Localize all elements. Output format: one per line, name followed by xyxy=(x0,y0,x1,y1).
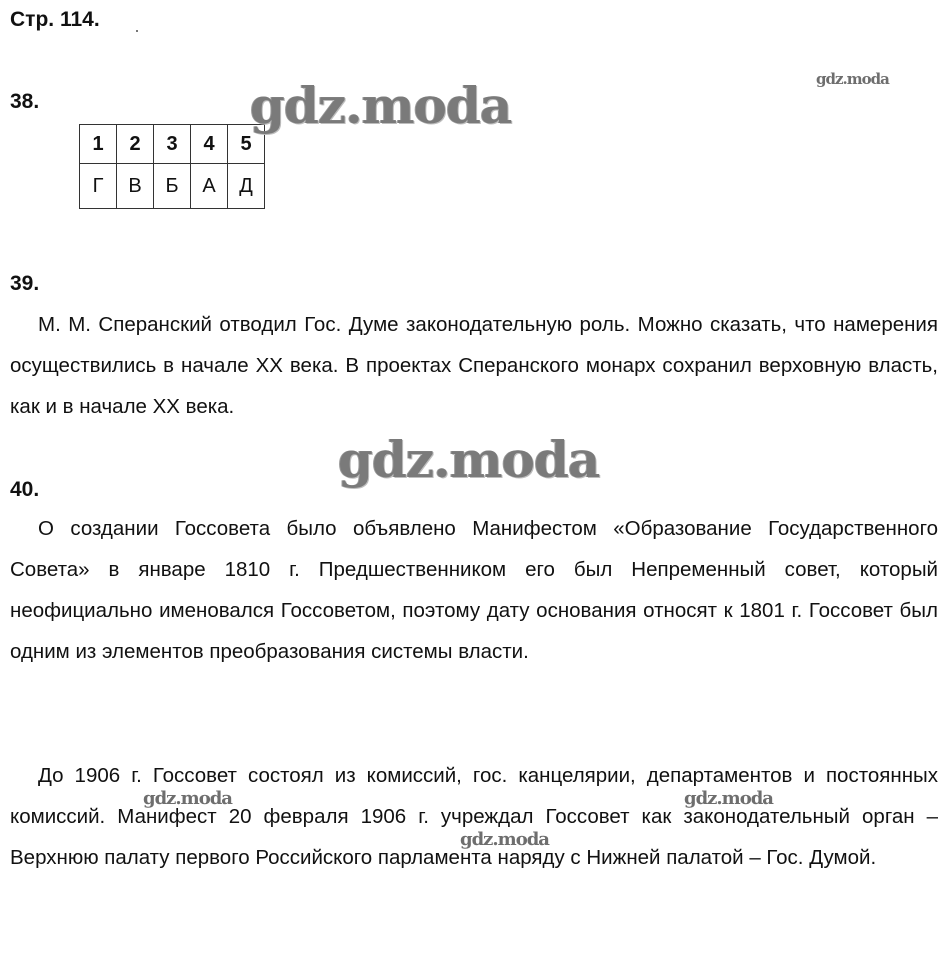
answer-table-value-row xyxy=(80,164,265,209)
answer-table xyxy=(79,124,265,209)
watermark-logo: gdz.moda xyxy=(460,829,549,850)
answer-table-header-cell: 4 xyxy=(191,125,228,164)
answer-table-header-cell: 3 xyxy=(154,125,191,164)
stray-dot xyxy=(136,30,138,32)
answer-table-value-cell: Д xyxy=(228,164,265,209)
watermark-logo: gdz.moda xyxy=(143,788,232,809)
answer-table-value-cell: Б xyxy=(154,164,191,209)
task-39-number: 39. xyxy=(10,272,40,295)
answer-table-value-cell: Г xyxy=(80,164,117,209)
task-39-text: М. М. Сперанский отводил Гос. Думе законодательную роль. Можно сказать, что намерения осуществились в начале XX века. В проектах Сперанского монарх сохранил верховную власть, как и в начале XX века. xyxy=(10,313,938,418)
answer-table-header-cell: 2 xyxy=(117,125,154,164)
page-title: Стр. 114. xyxy=(10,8,100,31)
watermark-logo: gdz.moda xyxy=(250,76,512,135)
watermark-logo: gdz.moda xyxy=(338,430,600,489)
answer-table-header-cell: 1 xyxy=(80,125,117,164)
answer-table-value-cell: В xyxy=(117,164,154,209)
answer-table-header-cell: 5 xyxy=(228,125,265,164)
task-38-number: 38. xyxy=(10,90,40,113)
watermark-logo: gdz.moda xyxy=(816,70,889,88)
answer-table-header-row xyxy=(80,125,265,164)
watermark-logo: gdz.moda xyxy=(684,788,773,809)
task-40-paragraph-2: До 1906 г. Госсовет состоял из комиссий, гос. канцелярии, департаментов и постоянных комиссий. Манифест 20 февраля 1906 г. учреждал Госсовет как законодательный орган – Верхнюю палату первого Российского парламента наряду с Нижней палатой – Гос. Думой. xyxy=(10,764,938,869)
answer-table-value-cell: А xyxy=(191,164,228,209)
task-40-number: 40. xyxy=(10,478,40,501)
task-40-paragraph-1: О создании Госсовета было объявлено Манифестом «Образование Государственного Совета» в январе 1810 г. Предшественником его был Непременный совет, который неофициально именовался Госсоветом, поэтому дату основания относят к 1801 г. Госсовет был одним из элементов преобразования системы власти. xyxy=(10,517,938,663)
